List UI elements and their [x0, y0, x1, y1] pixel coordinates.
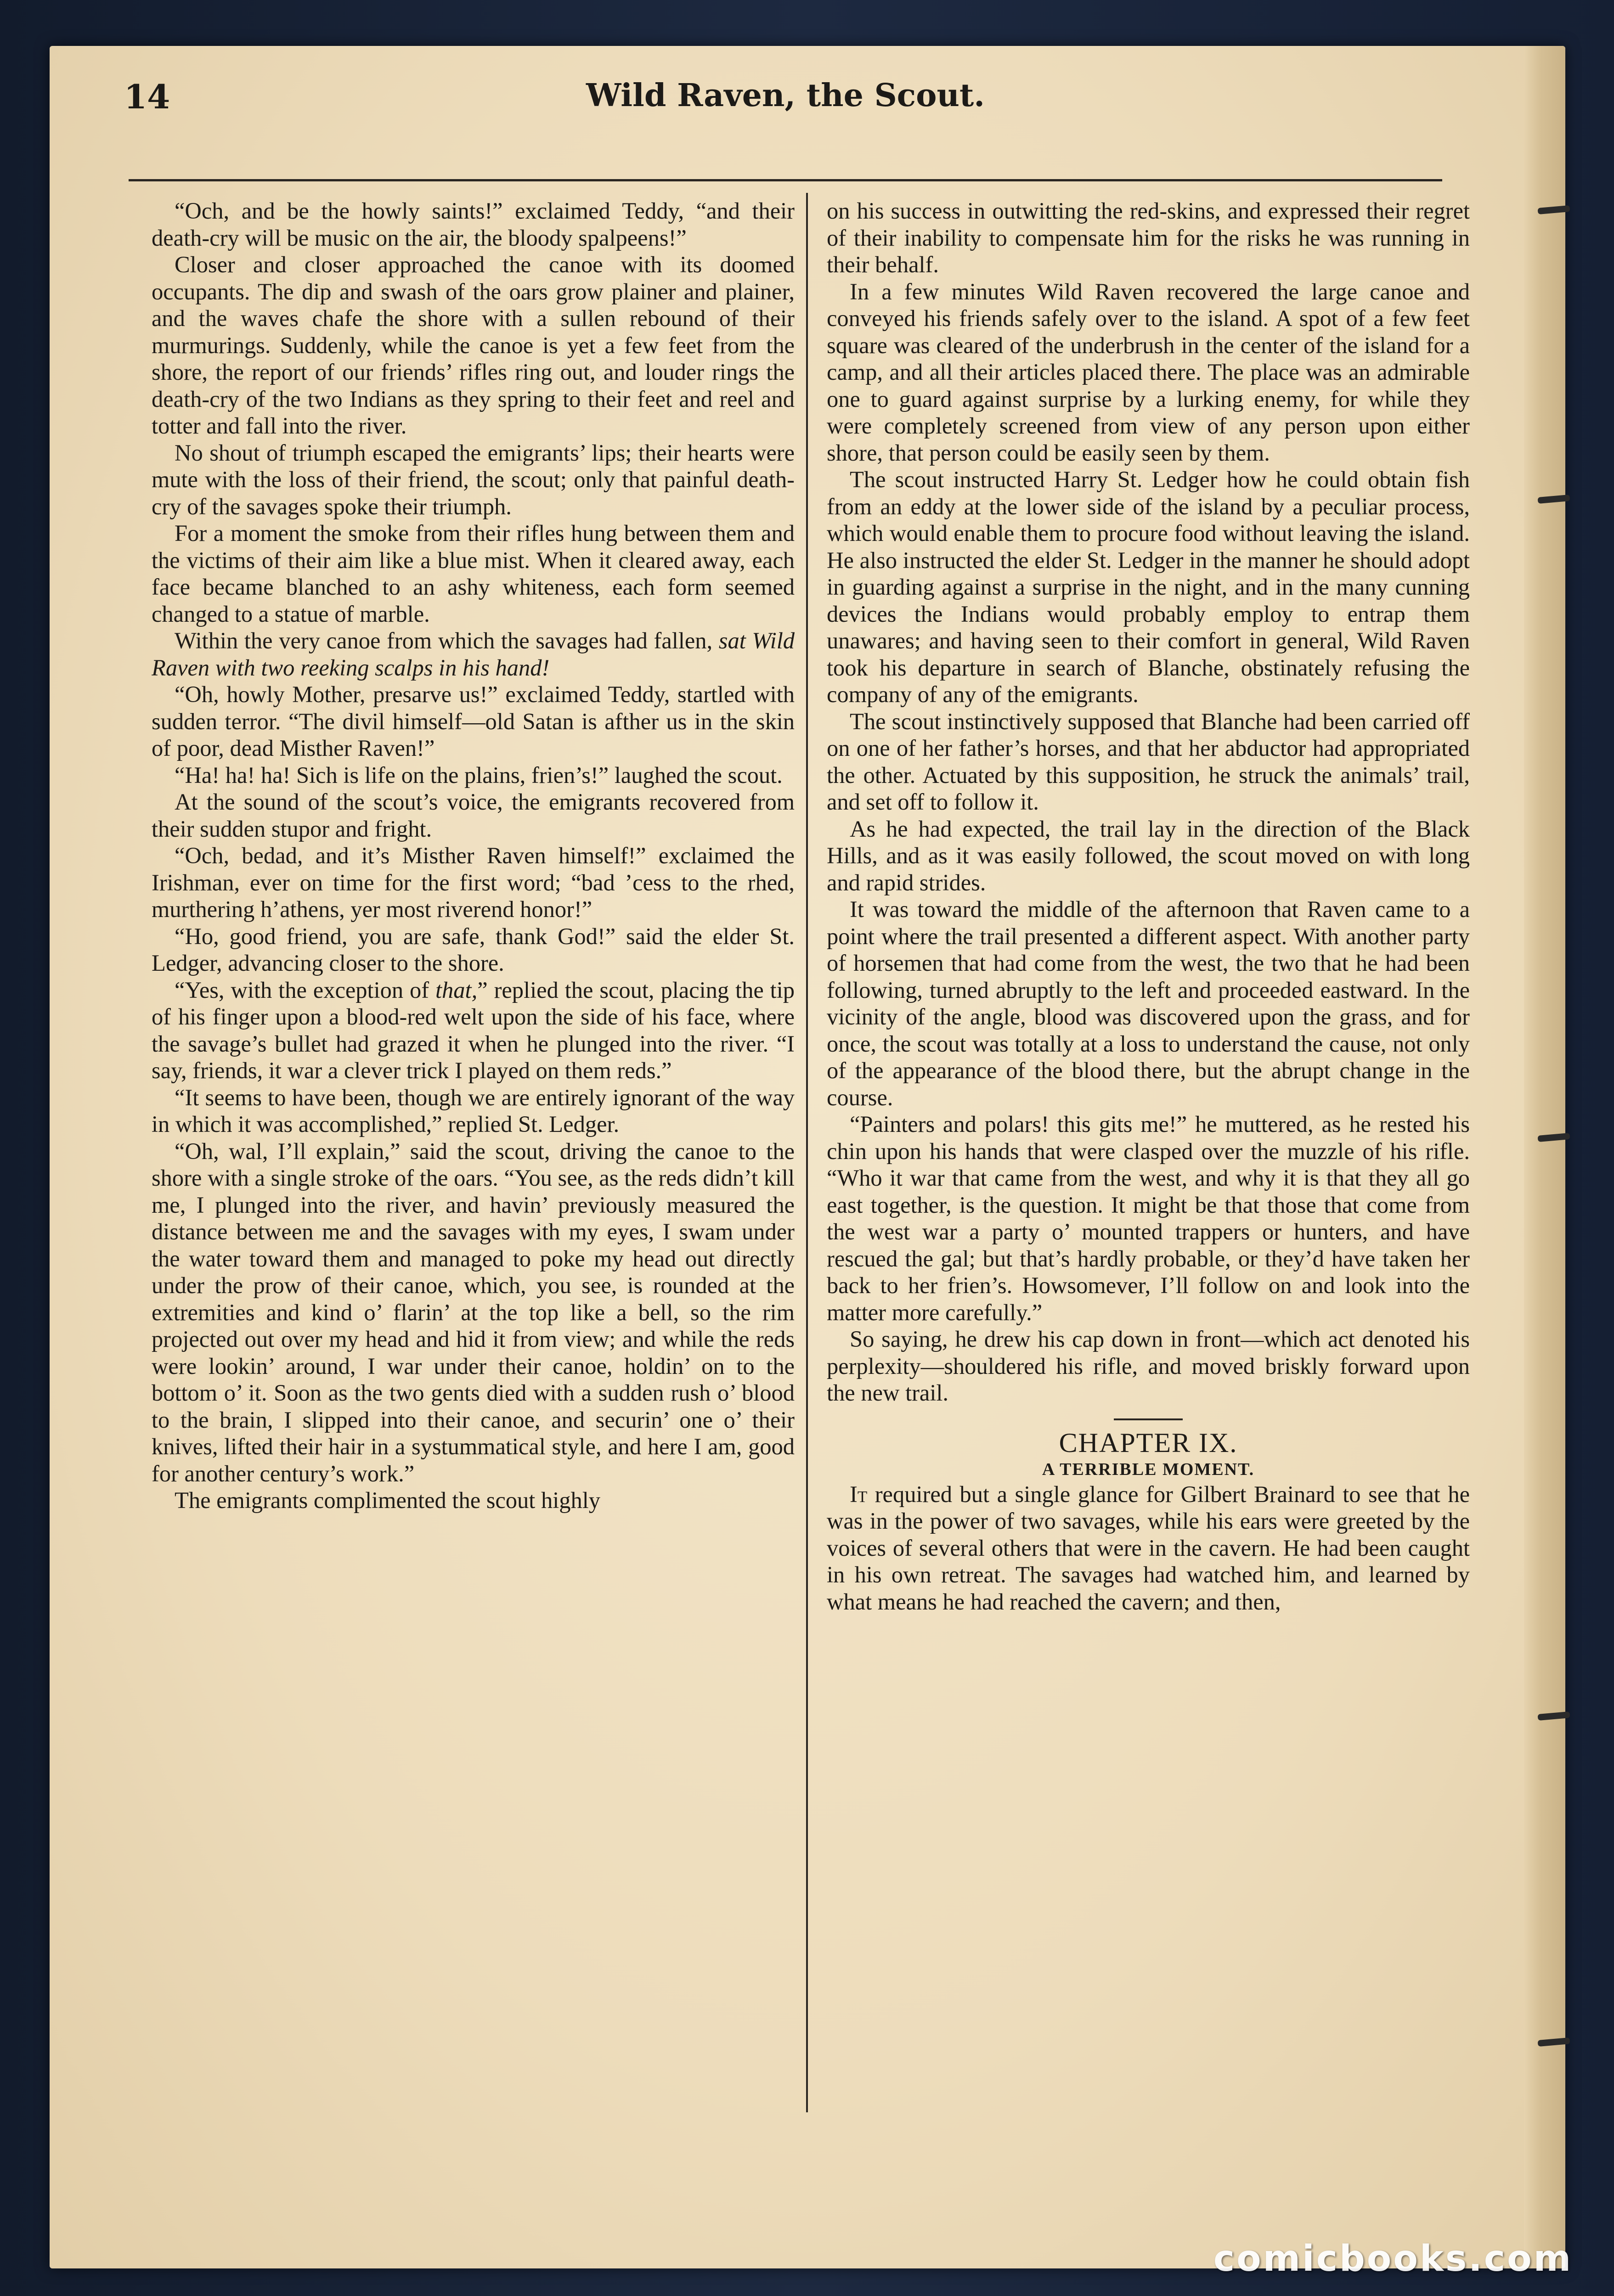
- paragraph: [152, 923, 795, 977]
- binding-stitch: [1538, 1711, 1570, 1721]
- chapter-first-paragraph-text: required but a single glance for Gilbert Brainard to see that he was in the power of two savages, while his ears were greeted by the voices of several others that were in the cavern. He had been caught in his own retreat. The savages had watched him, and learned by what means he had reached the cavern; and then,: [827, 1481, 1470, 1615]
- binding-stitch: [1538, 2037, 1570, 2047]
- paragraph: [827, 708, 1470, 816]
- paragraph: [152, 762, 795, 789]
- paragraph: [827, 466, 1470, 708]
- paragraph-text: In a few minutes Wild Raven recovered the large canoe and conveyed his friends safely over to the island. A spot of a few feet square was cleared of the underbrush in the center of the island for a camp, and all their articles placed there. The place was an admirable one to guard against surprise by a lurking enemy, for while they were completely screened from view of any person upon either shore, that person could be easily seen by them.: [827, 278, 1470, 466]
- paragraph-text: At the sound of the scout’s voice, the emigrants recovered from their sudden stupor and fright.: [152, 789, 795, 842]
- page-spine-edge: [1524, 46, 1565, 2268]
- paragraph-text: So saying, he drew his cap down in front—which act denoted his perplexity—shouldered his rifle, and moved briskly forward upon the new trail.: [827, 1326, 1470, 1406]
- page-header: [124, 77, 1447, 132]
- paragraph: [152, 1487, 795, 1514]
- right-column: [827, 197, 1470, 2089]
- paragraph-text: For a moment the smoke from their rifles hung between them and the victims of their aim like a blue mist. When it cleared away, each face became blanched to an ashy whiteness, each form seemed changed to a statue of marble.: [152, 520, 795, 627]
- paragraph: [152, 627, 795, 681]
- paragraph: [827, 816, 1470, 896]
- paragraph: [152, 1084, 795, 1138]
- paragraph-text: Within the very canoe from which the savages had fallen,: [175, 628, 719, 653]
- paragraph: [827, 1326, 1470, 1407]
- paragraph-text: “Och, bedad, and it’s Misther Raven himself!” exclaimed the Irishman, ever on time for the first word; “bad ’cess to the rhed, murthering h’athens, yer most riverend honor!”: [152, 843, 795, 922]
- chapter-divider: [1114, 1418, 1183, 1420]
- paragraph: [152, 788, 795, 842]
- chapter-subtitle: A TERRIBLE MOMENT.: [1042, 1459, 1255, 1479]
- chapter-heading: CHAPTER IX.: [1059, 1427, 1238, 1458]
- paragraph-text: “Yes, with the exception of: [175, 977, 436, 1003]
- paragraph: [152, 251, 795, 439]
- binding-stitch: [1538, 495, 1570, 504]
- paragraph-italic-text: sat Wild Raven with two reeking scalps in his hand!: [152, 628, 795, 681]
- paragraph-text: Closer and closer approached the canoe with its doomed occupants. The dip and swash of the oars grow plainer and plainer, and the waves chafe the shore with a sullen rebound of their murmurings. Suddenly, while the canoe is yet a few feet from the shore, the report of our friends’ rifles ring out, and louder rings the death-cry of the two Indians as they spring to their feet and reel and totter and fall into the river.: [152, 252, 795, 439]
- paragraph-text: on his success in outwitting the red-skins, and expressed their regret of their inability to compensate him for the risks he was running in their behalf.: [827, 198, 1470, 277]
- binding-stitch: [1538, 1133, 1570, 1142]
- paragraph-text: “Oh, wal, I’ll explain,” said the scout, driving the canoe to the shore with a single stroke of the oars. “You see, as the reds didn’t kill me, I plunged into the river, and havin’ previously measured the distance between me and the savages with my eyes, I swam under the water toward them and managed to poke my head out directly under the prow of their canoe, which, you see, is rounded at the extremities and kind o’ flarin’ at the top like a bell, so the rim projected out over my head and hid it from view; and while the reds were lookin’ around, I war under their canoe, holdin’ on to the bottom o’ it. Soon as the two gents died with a sudden rush o’ blood to the brain, I slipped into their canoe, and securin’ one o’ their knives, lifted their hair in a systummatical style, and here I am, good for another century’s work.”: [152, 1138, 795, 1486]
- chapter-first-word: It: [850, 1481, 868, 1507]
- paragraph: [827, 896, 1470, 1111]
- paragraph: [827, 197, 1470, 278]
- paragraph-text: The scout instinctively supposed that Blanche had been carried off on one of her father’s horses, and that her abductor had appropriated the other. Actuated by this supposition, he struck the animals’ trail, and set off to follow it.: [827, 708, 1470, 815]
- paragraph-text: “Ho, good friend, you are safe, thank God!” said the elder St. Ledger, advancing closer to the shore.: [152, 923, 795, 976]
- paragraph: [827, 278, 1470, 467]
- paragraph: [152, 520, 795, 627]
- paragraph: [152, 197, 795, 251]
- paragraph-italic-text: that,: [435, 977, 478, 1003]
- paragraph: [152, 1138, 795, 1487]
- watermark: comicbooks.com: [1213, 2238, 1573, 2279]
- column-divider: [806, 193, 808, 2112]
- paragraph-text: It was toward the middle of the afternoon that Raven came to a point where the trail presented a different aspect. With another party of horsemen that had come from the west, the two that he had been following, turned abruptly to the left and proceeded eastward. In the vicinity of the angle, blood was discovered upon the grass, and for once, the scout was totally at a loss to understand the cause, not only of the appearance of the blood there, but the abrupt change in the course.: [827, 896, 1470, 1110]
- paragraph: [827, 1111, 1470, 1326]
- left-column: [152, 197, 795, 2089]
- paragraph-text: “Ha! ha! ha! Sich is life on the plains, frien’s!” laughed the scout.: [175, 762, 783, 788]
- paragraph-text: “Och, and be the howly saints!” exclaimed Teddy, “and their death-cry will be music on the air, the bloody spalpeens!”: [152, 198, 795, 251]
- paragraph-text: The scout instructed Harry St. Ledger how he could obtain fish from an eddy at the lower side of the island by a peculiar process, which would enable them to procure food without leaving the island. He also instructed the elder St. Ledger in the manner he should adopt in guarding against a surprise in the night, and in the many cunning devices the Indians would probably employ to entrap them unawares; and having seen to their comfort in general, Wild Raven took his departure in search of Blanche, obstinately refusing the company of any of the emigrants.: [827, 467, 1470, 707]
- paragraph-text: “Oh, howly Mother, presarve us!” exclaimed Teddy, startled with sudden terror. “The divil himself—old Satan is afther us in the skin of poor, dead Misther Raven!”: [152, 681, 795, 761]
- paragraph-text: “It seems to have been, though we are entirely ignorant of the way in which it was accomplished,” replied St. Ledger.: [152, 1084, 795, 1137]
- running-title: Wild Raven, the Scout.: [586, 77, 985, 114]
- paragraph: [152, 842, 795, 923]
- paragraph: [152, 977, 795, 1084]
- header-rule: [129, 179, 1442, 181]
- paragraph: [152, 439, 795, 520]
- paragraph: [152, 681, 795, 762]
- chapter-first-paragraph: [827, 1481, 1470, 1615]
- paragraph-text: “Painters and polars! this gits me!” he muttered, as he rested his chin upon his hands that were clasped over the muzzle of his rifle. “Who it war that came from the west, and why it is that they all go east together, is the question. It might be that those that come from the west war a party o’ mounted trappers or hunters, and have rescued the gal; but that’s hardly probable, or they’d have taken her back to her frien’s. Howsomever, I’ll follow on and look into the matter more carefully.”: [827, 1111, 1470, 1325]
- paragraph-text: The emigrants complimented the scout highly: [175, 1487, 601, 1513]
- page-number: 14: [124, 77, 170, 116]
- binding-stitch: [1538, 205, 1570, 214]
- paragraph-text: ” replied the scout, placing the tip of his finger upon a blood-red welt upon the side of his face, where the savage’s bullet had grazed it when he plunged into the river. “I say, friends, it war a clever trick I played on them reds.”: [152, 977, 795, 1083]
- paragraph-text: As he had expected, the trail lay in the direction of the Black Hills, and as it was easily followed, the scout moved on with long and rapid strides.: [827, 816, 1470, 895]
- paragraph-text: No shout of triumph escaped the emigrants’ lips; their hearts were mute with the loss of their friend, the scout; only that painful death-cry of the savages spoke their triumph.: [152, 439, 795, 519]
